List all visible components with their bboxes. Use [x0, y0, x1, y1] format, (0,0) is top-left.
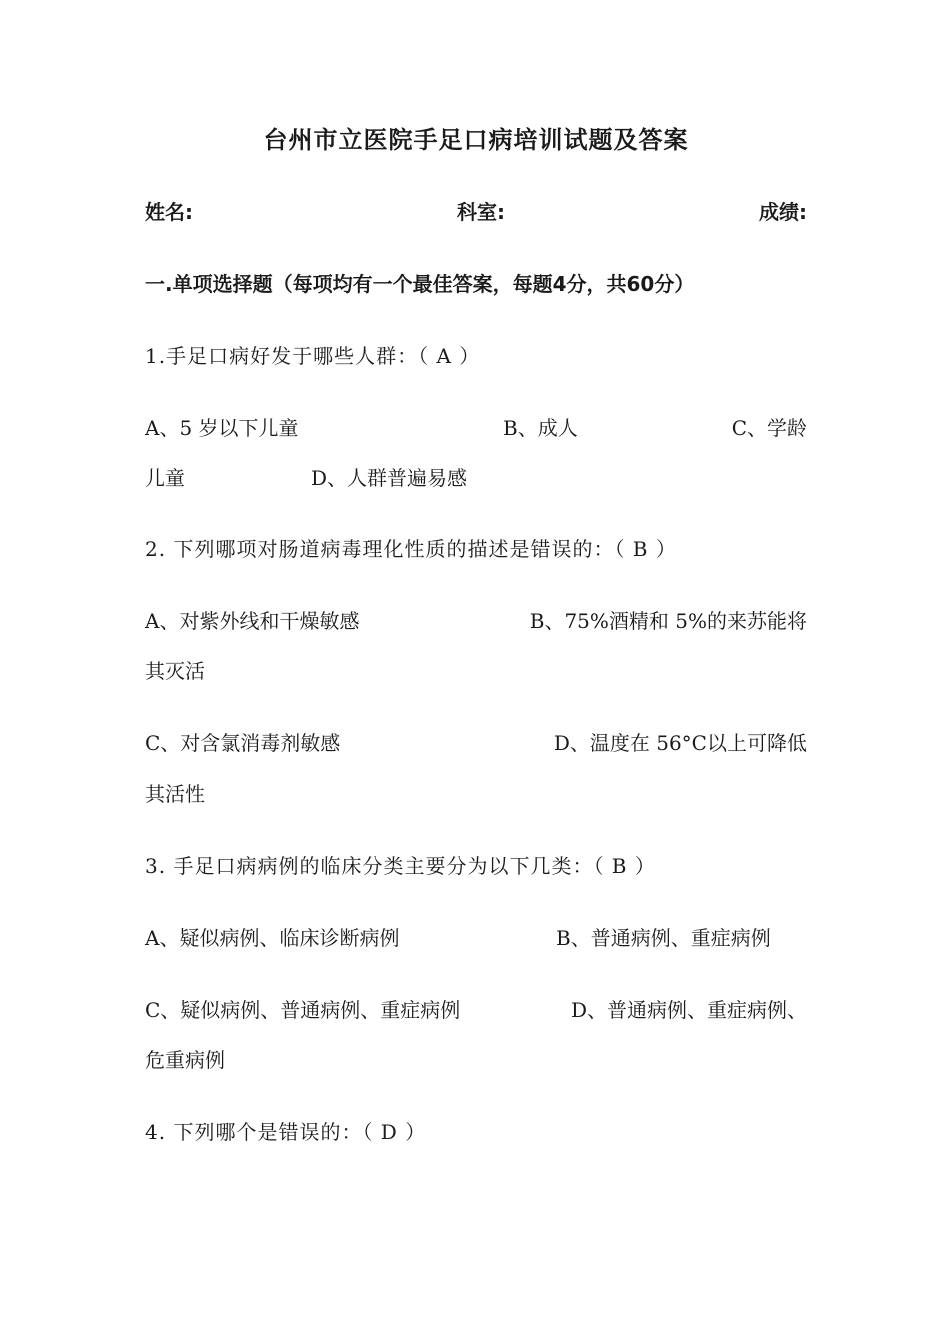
question-2-option-d: D、温度在 56°C以上可降低 — [553, 731, 807, 755]
question-1-options-row-2 — [145, 460, 807, 496]
question-1-options-row-1 — [145, 410, 807, 446]
question-3-options-row-2 — [145, 992, 807, 1028]
question-3-options-row-1 — [145, 920, 807, 956]
question-2-options-row-1 — [145, 603, 807, 639]
question-3-option-d: D、普通病例、重症病例、 — [570, 998, 807, 1022]
page-title: 台州市立医院手足口病培训试题及答案 — [263, 126, 689, 154]
question-1-stem: 1.手足口病好发于哪些人群：（ A ） — [145, 344, 481, 368]
question-3-option-a: A、疑似病例、临床诊断病例 — [145, 926, 400, 950]
score-label: 成绩: — [759, 200, 807, 224]
section-heading: 一.单项选择题（每项均有一个最佳答案，每题4分，共60分） — [145, 272, 695, 296]
question-2-stem: 2. 下列哪项对肠道病毒理化性质的描述是错误的：（ B ） — [145, 537, 677, 561]
question-1-option-b: B、成人 — [503, 416, 578, 440]
department-label: 科室: — [457, 200, 505, 224]
name-label: 姓名: — [145, 200, 193, 224]
question-4-stem: 4. 下列哪个是错误的：（ D ） — [145, 1120, 427, 1144]
question-3-option-c: C、疑似病例、普通病例、重症病例 — [145, 998, 461, 1022]
question-1-option-c: C、学龄 — [731, 416, 807, 440]
question-1-option-a: A、5 岁以下儿童 — [145, 416, 299, 440]
question-3-option-d-continued: 危重病例 — [145, 1048, 225, 1072]
question-2-options-row-2 — [145, 725, 807, 761]
question-1-option-d: D、人群普遍易感 — [311, 466, 468, 490]
question-2-option-d-continued: 其活性 — [145, 782, 205, 806]
question-2-option-b-continued: 其灭活 — [145, 659, 205, 683]
question-1-option-c-continued: 儿童 — [145, 466, 185, 490]
exam-header — [145, 194, 807, 230]
question-3-option-b: B、普通病例、重症病例 — [556, 926, 771, 950]
question-2-option-c: C、对含氯消毒剂敏感 — [145, 731, 341, 755]
question-2-option-b: B、75%酒精和 5%的来苏能将 — [529, 609, 807, 633]
question-3-stem: 3. 手足口病病例的临床分类主要分为以下几类：（ B ） — [145, 854, 656, 878]
question-2-option-a: A、对紫外线和干燥敏感 — [145, 609, 360, 633]
